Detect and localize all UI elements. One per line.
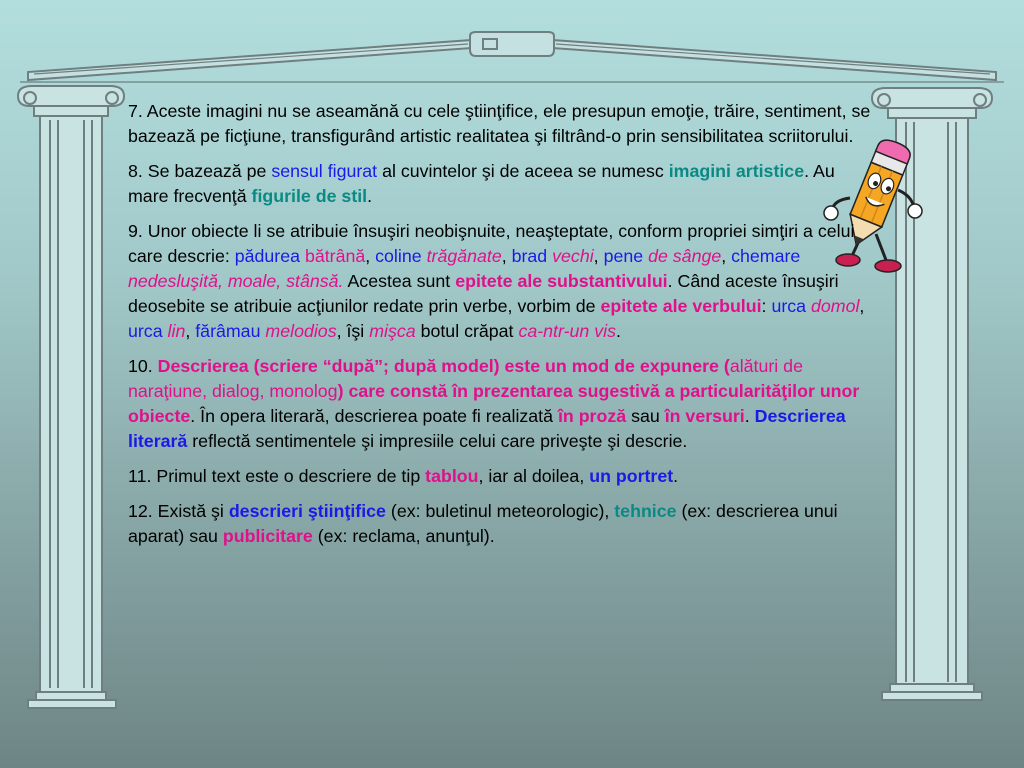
p9-text: , xyxy=(501,246,512,266)
term-tablou: tablou xyxy=(425,466,479,486)
noun-example: chemare xyxy=(731,246,801,266)
left-column xyxy=(18,86,124,708)
epithet-example: nedesluşită, moale, stânsă. xyxy=(128,271,344,291)
term-un-portret: un portret xyxy=(589,466,674,486)
definition-descrierea: Descrierea (scriere “după”; după model) este un mod de expunere ( xyxy=(157,356,730,376)
paragraph-11 xyxy=(128,464,873,489)
term-descrierea-literara: Descrierea literară xyxy=(128,406,846,451)
p11-text: 11. Primul text este o descriere de tip xyxy=(128,466,426,486)
term-figurile-de-stil: figurile de stil xyxy=(251,186,368,206)
noun-example: pene xyxy=(603,246,644,266)
term-publicitare: publicitare xyxy=(222,526,313,546)
epithet-example: vechi xyxy=(552,246,594,266)
term-imagini-artistice: imagini artistice xyxy=(668,161,805,181)
p9-text: , xyxy=(365,246,376,266)
p8-text: . xyxy=(367,186,373,206)
p10-text: reflectă sentimentele şi impresiile celui care priveşte şi descrie. xyxy=(187,431,688,451)
p9-text: : xyxy=(761,296,772,316)
p8-text: 8. Se bazează pe xyxy=(128,161,272,181)
p10-text: sau xyxy=(626,406,665,426)
definition-descrierea-cont: ) care constă în prezentarea sugestivă a particularităţilor unor obiecte xyxy=(128,381,860,426)
term-sensul-figurat: sensul figurat xyxy=(271,161,378,181)
definition-aside: alături de naraţiune, dialog, monolog xyxy=(128,356,803,401)
noun-example: brad xyxy=(511,246,548,266)
p9-text: , xyxy=(593,246,604,266)
epithet-example: domol xyxy=(810,296,860,316)
p10-text: . În opera literară, descrierea poate fi realizată xyxy=(190,406,558,426)
paragraph-9 xyxy=(128,219,873,344)
noun-example: pădurea xyxy=(234,246,300,266)
p9-text: , xyxy=(859,296,865,316)
paragraph-8 xyxy=(128,159,873,209)
verb-example: urca xyxy=(771,296,807,316)
verb-example: urca xyxy=(128,321,163,341)
verb-example: mişca xyxy=(369,321,416,341)
p9-text: . xyxy=(615,321,621,341)
p7-text: 7. Aceste imagini nu se aseamănă cu cele ştiinţifice, ele presupun emoţie, trăire, sentiment, se bazează pe ficţiune, transfigurând artistic realitatea şi filtrând-o prin sensibilitatea scriitorului. xyxy=(128,101,871,146)
paragraph-10 xyxy=(128,354,873,454)
verb-example: fărâmau xyxy=(195,321,261,341)
p9-text: 9. Unor obiecte li se atribuie însuşiri neobişnuite, neaşteptate, conform propriei simţiri a celui care descrie: xyxy=(128,221,855,266)
epithet-example: de sânge xyxy=(648,246,722,266)
epithet-example: trăgănate xyxy=(426,246,502,266)
epithet-example: ca-ntr-un vis xyxy=(518,321,616,341)
term-in-proza: în proză xyxy=(557,406,627,426)
epithet-example: melodios xyxy=(265,321,337,341)
term-descrieri-stiintifice: descrieri ştiinţifice xyxy=(228,501,386,521)
epithet-example: lin xyxy=(167,321,186,341)
p8-text: al cuvintelor şi de aceea se numesc xyxy=(377,161,669,181)
p9-text: . Când aceste însuşiri deosebite se atribuie acţiunilor redate prin verbe, vorbim de xyxy=(128,271,839,316)
p8-text: . Au mare frecvenţă xyxy=(128,161,835,206)
p9-text: , xyxy=(185,321,196,341)
slide-text-body xyxy=(128,99,873,559)
p9-text: Acestea sunt xyxy=(343,271,456,291)
paragraph-12 xyxy=(128,499,873,549)
p12-text: 12. Există şi xyxy=(128,501,229,521)
paragraph-7 xyxy=(128,99,873,149)
epithet-example: bătrână xyxy=(304,246,366,266)
p10-text: . xyxy=(744,406,755,426)
p12-text: (ex: descrierea unui aparat) sau xyxy=(128,501,838,546)
p10-text: 10. xyxy=(128,356,158,376)
p9-text: , îşi xyxy=(336,321,370,341)
term-epitete-verb: epitete ale verbului xyxy=(600,296,762,316)
p9-text: , xyxy=(721,246,732,266)
p9-text: botul crăpat xyxy=(415,321,519,341)
term-epitete-substantiv: epitete ale substantivului xyxy=(455,271,668,291)
term-tehnice: tehnice xyxy=(614,501,677,521)
p11-text: , iar al doilea, xyxy=(478,466,590,486)
term-in-versuri: în versuri xyxy=(664,406,745,426)
noun-example: coline xyxy=(375,246,422,266)
p11-text: . xyxy=(673,466,679,486)
p12-text: (ex: reclama, anunţul). xyxy=(312,526,495,546)
p12-text: (ex: buletinul meteorologic), xyxy=(385,501,615,521)
